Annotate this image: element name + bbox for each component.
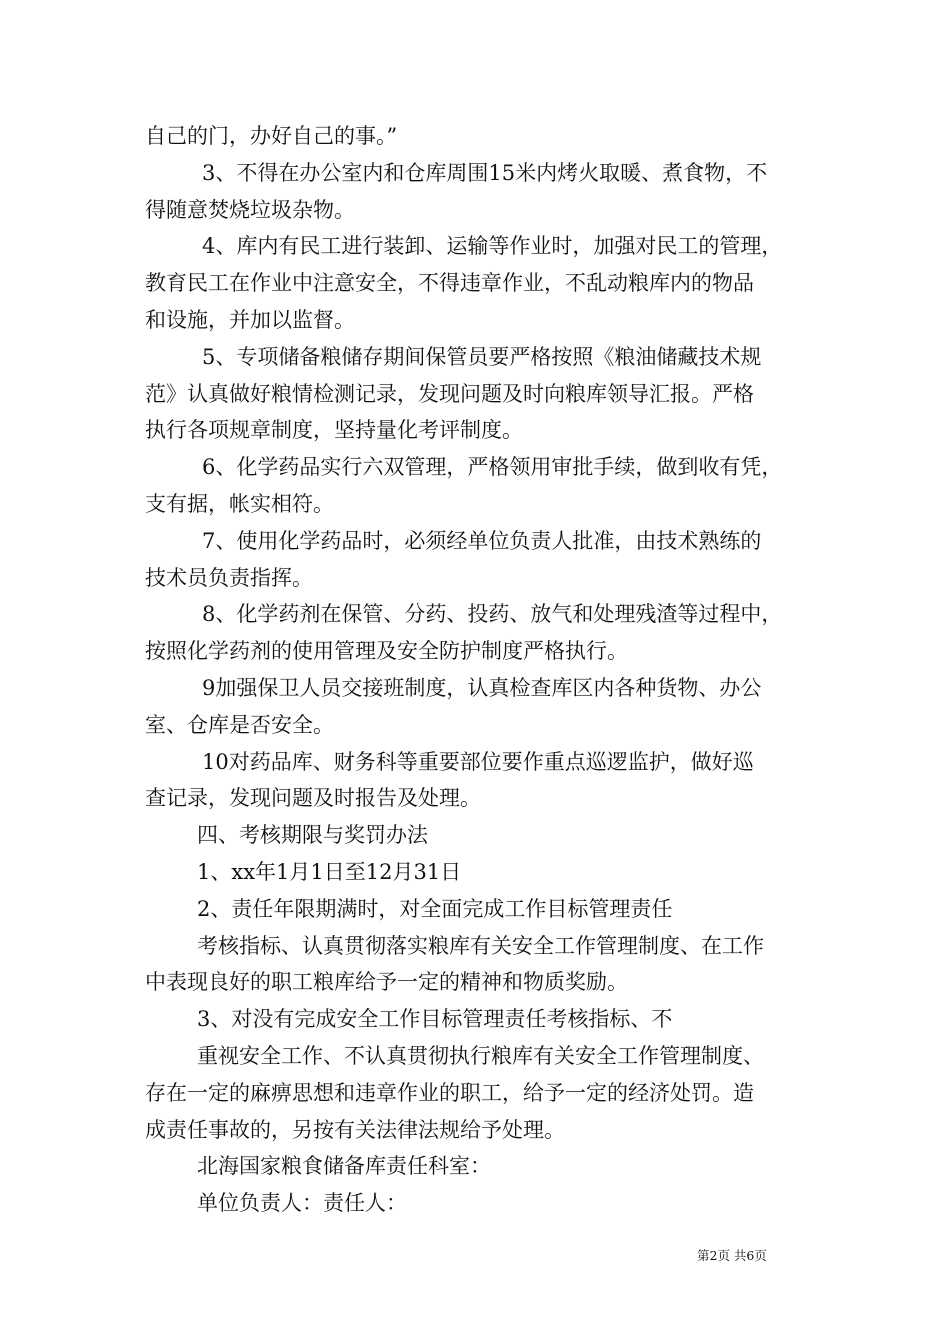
text-line: 成责任事故的，另按有关法律法规给予处理。 [145, 1117, 565, 1142]
text-line: 存在一定的麻痹思想和违章作业的职工，给予一定的经济处罚。造 [145, 1080, 754, 1105]
text-line: 室、仓库是否安全。 [145, 712, 334, 737]
text-line: 4、库内有民工进行装卸、运输等作业时，加强对民工的管理， [202, 234, 783, 259]
text-line: 10对药品库、财务科等重要部位要作重点巡逻监护，做好巡 [202, 749, 754, 774]
text-line: 5、专项储备粮储存期间保管员要严格按照《粮油储藏技术规 [202, 344, 762, 369]
text-line: 技术员负责指挥。 [145, 565, 313, 590]
text-line: 9加强保卫人员交接班制度，认真检查库区内各种货物、办公 [202, 675, 762, 700]
text-line: 8、化学药剂在保管、分药、投药、放气和处理残渣等过程中， [202, 602, 783, 627]
text-line: 执行各项规章制度，坚持量化考评制度。 [145, 418, 523, 443]
text-line: 1、xx年1月1日至12月31日 [197, 859, 462, 884]
text-line: 重视安全工作、不认真贯彻执行粮库有关安全工作管理制度、 [197, 1043, 764, 1068]
text-line: 单位负责人：责任人： [197, 1191, 407, 1216]
page-number: 第2页 共6页 [697, 1248, 767, 1263]
section-heading: 四、考核期限与奖罚办法 [197, 823, 428, 848]
text-line: 教育民工在作业中注意安全，不得违章作业，不乱动粮库内的物品 [145, 271, 754, 296]
text-line: 北海国家粮食储备库责任科室： [197, 1154, 491, 1179]
text-line: 得随意焚烧垃圾杂物。 [145, 197, 355, 222]
text-line: 6、化学药品实行六双管理，严格领用审批手续，做到收有凭， [202, 455, 783, 480]
text-line: 考核指标、认真贯彻落实粮库有关安全工作管理制度、在工作 [197, 933, 764, 958]
text-line: 和设施，并加以监督。 [145, 307, 355, 332]
text-line: 7、使用化学药品时，必须经单位负责人批准，由技术熟练的 [202, 528, 762, 553]
text-line: 3、不得在办公室内和仓库周围15米内烤火取暖、煮食物，不 [202, 160, 768, 185]
text-line: 2、责任年限期满时，对全面完成工作目标管理责任 [197, 896, 673, 921]
text-line: 支有据，帐实相符。 [145, 491, 334, 516]
text-line: 范》认真做好粮情检测记录，发现问题及时向粮库领导汇报。严格 [145, 381, 754, 406]
text-line: 中表现良好的职工粮库给予一定的精神和物质奖励。 [145, 970, 628, 995]
text-line: 按照化学药剂的使用管理及安全防护制度严格执行。 [145, 639, 628, 664]
text-line: 自己的门，办好自己的事。” [145, 124, 398, 148]
text-line: 3、对没有完成安全工作目标管理责任考核指标、不 [197, 1007, 673, 1032]
document-body [145, 118, 810, 1222]
text-line: 查记录，发现问题及时报告及处理。 [145, 786, 481, 811]
